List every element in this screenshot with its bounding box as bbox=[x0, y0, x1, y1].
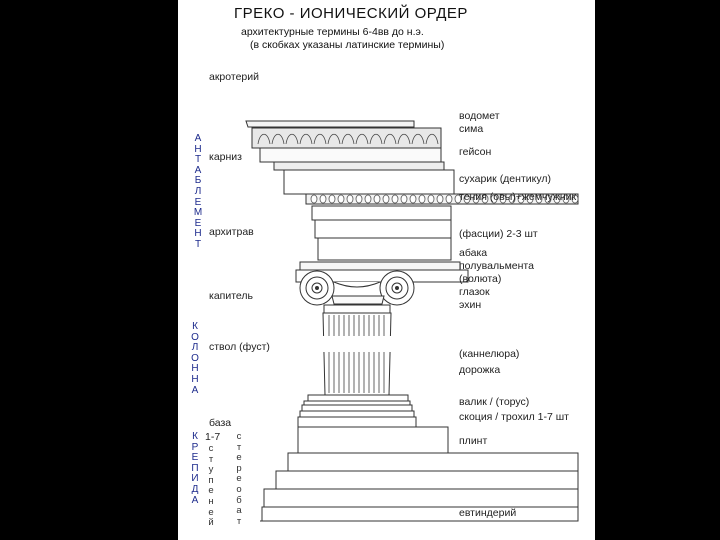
egg-and-dart bbox=[329, 195, 335, 203]
antablement-letter: Л bbox=[194, 185, 202, 197]
stereobat-letter: с bbox=[236, 431, 242, 442]
label-kannelyura: (каннелюра) bbox=[459, 348, 520, 360]
egg-and-dart bbox=[311, 195, 317, 203]
label-stvol: ствол (фуст) bbox=[209, 341, 270, 353]
krepida-letter: Р bbox=[191, 441, 199, 453]
capital-drawing bbox=[296, 262, 468, 305]
egg-and-dart bbox=[338, 195, 344, 203]
label-arkhitrav: архитрав bbox=[209, 226, 254, 238]
label-voluta: (волюта) bbox=[459, 273, 502, 285]
antablement-letter: М bbox=[193, 207, 203, 219]
label-dorozhka: дорожка bbox=[459, 364, 501, 376]
antablement-letter: Т bbox=[194, 154, 202, 166]
label-vodomet: водомет bbox=[459, 110, 500, 122]
page-title: ГРЕКО - ИОНИЧЕСКИЙ ОРДЕР bbox=[234, 5, 468, 22]
stupeni-letter: й bbox=[208, 517, 214, 529]
kolonna-letter: К bbox=[192, 321, 198, 332]
antablement-letter: А bbox=[194, 133, 202, 144]
stereobat-letter: о bbox=[236, 483, 242, 495]
label-karniz: карниз bbox=[209, 151, 242, 163]
label-teniya: тения (овы)+жемчужник bbox=[459, 191, 577, 203]
kolonna-letter: Л bbox=[191, 342, 199, 354]
kolonna-letter: О bbox=[191, 352, 199, 364]
krepida-letter: Е bbox=[191, 452, 199, 464]
stupeni-letter: у bbox=[208, 464, 214, 476]
vertical-label-stereobat bbox=[234, 432, 244, 527]
label-kapitel: капитель bbox=[209, 290, 253, 302]
antablement-letter: Е bbox=[194, 217, 202, 229]
stereobat-letter: р bbox=[236, 462, 242, 474]
antablement-letter: Н bbox=[194, 228, 202, 240]
krepida-letter: А bbox=[191, 494, 199, 506]
egg-and-dart bbox=[320, 195, 326, 203]
label-evtinderiy: евтиндерий bbox=[459, 507, 517, 519]
egg-and-dart bbox=[419, 195, 425, 203]
krepida-letter: И bbox=[191, 473, 199, 485]
label-poluvalmenta: полувальмента bbox=[459, 260, 534, 272]
krepida-letter: П bbox=[191, 462, 199, 474]
antablement-letter: Е bbox=[194, 196, 202, 208]
antablement-letter: Н bbox=[194, 143, 202, 155]
antablement-letter: А bbox=[194, 164, 202, 176]
label-ekhin: эхин bbox=[459, 299, 482, 311]
latin-note: (в скобках указаны латинские термины) bbox=[250, 39, 445, 51]
egg-and-dart bbox=[347, 195, 353, 203]
subtitle: архитектурные термины 6-4вв до н.э. bbox=[241, 26, 424, 38]
stupeni-letter: н bbox=[208, 495, 214, 507]
egg-and-dart bbox=[365, 195, 371, 203]
label-plint: плинт bbox=[459, 435, 488, 447]
stereobat-letter: е bbox=[236, 473, 242, 485]
egg-and-dart bbox=[392, 195, 398, 203]
stereobat-letter: а bbox=[236, 505, 242, 517]
label-baza: база bbox=[209, 417, 232, 429]
krepida-letter: К bbox=[192, 431, 198, 442]
egg-and-dart bbox=[428, 195, 434, 203]
stereobat-letter: т bbox=[236, 515, 242, 527]
stupeni-letter: е bbox=[208, 485, 214, 497]
antablement-letter: Б bbox=[194, 175, 202, 187]
label-geison: гейсон bbox=[459, 146, 492, 158]
architrave-drawing bbox=[312, 206, 451, 260]
vertical-label-stupeni bbox=[206, 444, 216, 529]
kolonna-letter: Н bbox=[191, 363, 199, 375]
antablement-letter: Т bbox=[194, 238, 202, 250]
steps-drawing bbox=[260, 453, 578, 521]
kolonna-letter: Н bbox=[191, 373, 199, 385]
label-sukharik: сухарик (дентикул) bbox=[459, 173, 551, 185]
stupeni-letter: с bbox=[208, 443, 214, 454]
label-fascii: (фасции) 2-3 шт bbox=[459, 228, 538, 240]
vertical-label-krepida bbox=[190, 432, 200, 506]
egg-and-dart bbox=[446, 195, 452, 203]
stereobat-letter: т bbox=[236, 441, 242, 453]
stereobat-letter: е bbox=[236, 452, 242, 464]
egg-and-dart bbox=[383, 195, 389, 203]
stupeni-letter: е bbox=[208, 506, 214, 518]
egg-and-dart bbox=[356, 195, 362, 203]
label-skotsiya: скоция / трохил 1-7 шт bbox=[459, 411, 569, 423]
label-glazok: глазок bbox=[459, 286, 490, 298]
label-krepida-count: 1-7 bbox=[205, 431, 221, 443]
stupeni-letter: т bbox=[208, 453, 214, 465]
base-drawing bbox=[298, 395, 448, 453]
kolonna-letter: А bbox=[191, 384, 199, 396]
label-valik: валик / (торус) bbox=[459, 396, 530, 408]
label-abaka: абака bbox=[459, 247, 488, 259]
egg-and-dart bbox=[410, 195, 416, 203]
kolonna-letter: О bbox=[191, 331, 199, 343]
label-sima: сима bbox=[459, 123, 484, 135]
stereobat-letter: б bbox=[236, 494, 242, 506]
egg-and-dart bbox=[401, 195, 407, 203]
egg-and-dart bbox=[437, 195, 443, 203]
vertical-label-kolonna bbox=[190, 322, 200, 396]
shaft-drawing bbox=[314, 305, 402, 395]
vertical-label-antablement bbox=[193, 134, 203, 251]
krepida-letter: Д bbox=[191, 483, 199, 495]
label-akroterii: акротерий bbox=[209, 71, 259, 83]
slide-sheet bbox=[178, 0, 595, 540]
egg-and-dart bbox=[374, 195, 380, 203]
stupeni-letter: п bbox=[208, 474, 214, 486]
